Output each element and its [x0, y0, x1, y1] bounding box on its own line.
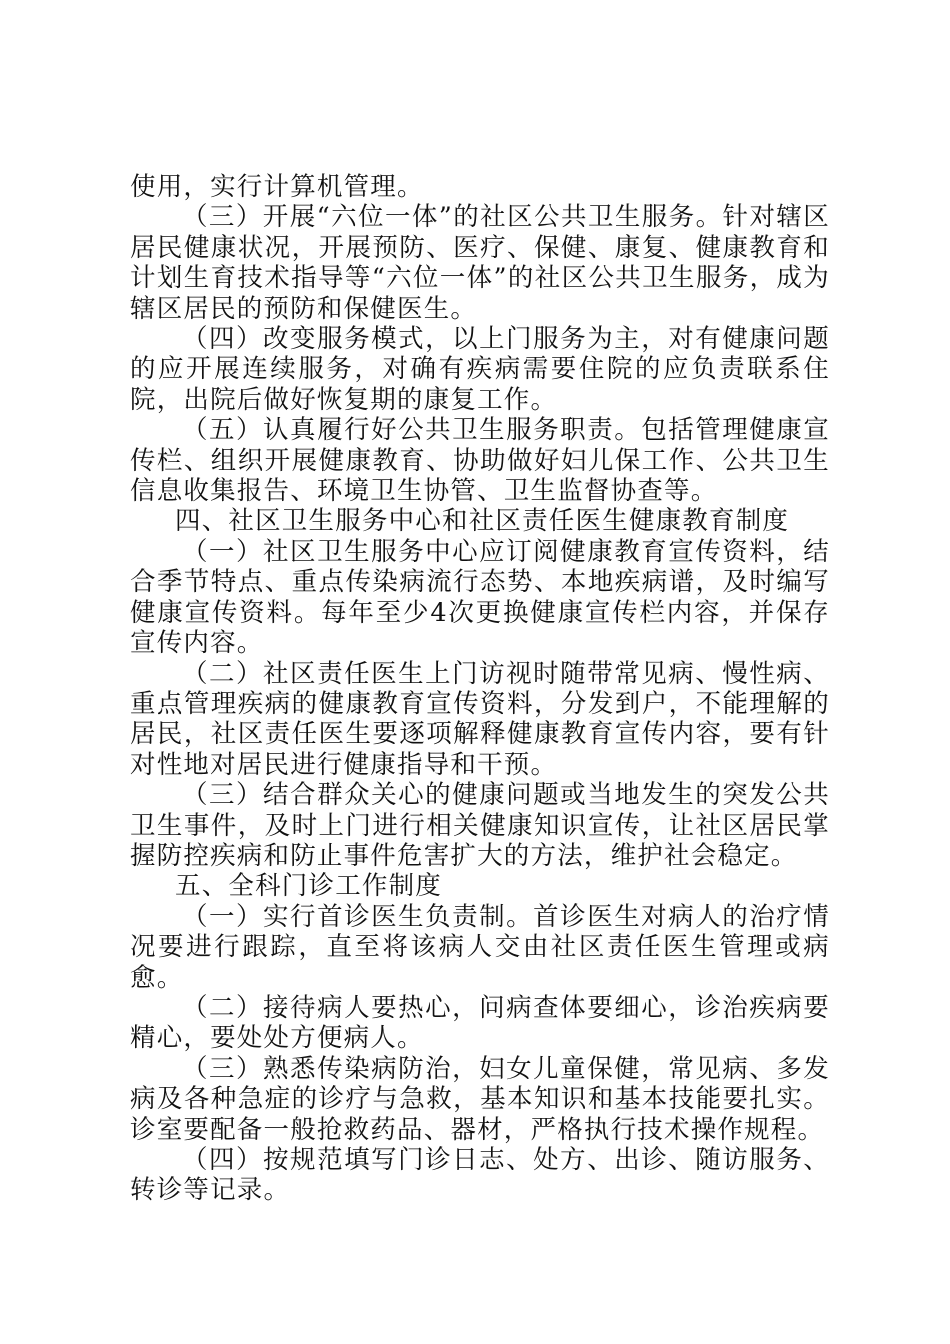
paragraph-item-3: （三）开展“六位一体”的社区公共卫生服务。针对辖区居民健康状况，开展预防、医疗、保健、康复、健康教育和计划生育技术指导等“六位一体”的社区公共卫生服务，成为辖区居民的预防和保健医生。: [130, 202, 830, 324]
paragraph-item-3: （三）熟悉传染病防治，妇女儿童保健，常见病、多发病及各种急症的诊疗与急救，基本知识和基本技能要扎实。诊室要配备一般抢救药品、器材，严格执行技术操作规程。: [130, 1053, 830, 1145]
paragraph-item-1: （一）实行首诊医生负责制。首诊医生对病人的治疗情况要进行跟踪，直至将该病人交由社区责任医生管理或病愈。: [130, 901, 830, 993]
section-heading-5: 五、全科门诊工作制度: [175, 871, 443, 902]
paragraph-item-2: （二）社区责任医生上门访视时随带常见病、慢性病、重点管理疾病的健康教育宣传资料，分发到户，不能理解的居民，社区责任医生要逐项解释健康教育宣传内容，要有针对性地对居民进行健康指导和干预。: [130, 658, 830, 780]
paragraph-continuation: 使用，实行计算机管理。: [130, 172, 424, 202]
paragraph-item-3: （三）结合群众关心的健康问题或当地发生的突发公共卫生事件，及时上门进行相关健康知识宣传，让社区居民掌握防控疾病和防止事件危害扩大的方法，维护社会稳定。: [130, 780, 830, 871]
paragraph-item-2: （二）接待病人要热心，问病查体要细心，诊治疾病要精心，要处处方便病人。: [130, 992, 830, 1054]
paragraph-item-4: （四）改变服务模式，以上门服务为主，对有健康问题的应开展连续服务，对确有疾病需要住院的应负责联系住院，出院后做好恢复期的康复工作。: [130, 324, 830, 415]
document-page: [130, 172, 830, 1206]
paragraph-item-5: （五）认真履行好公共卫生服务职责。包括管理健康宣传栏、组织开展健康教育、协助做好妇儿保工作、公共卫生信息收集报告、环境卫生协管、卫生监督协查等。: [130, 415, 830, 507]
paragraph-item-1: （一）社区卫生服务中心应订阅健康教育宣传资料，结合季节特点、重点传染病流行态势、本地疾病谱，及时编写健康宣传资料。每年至少4次更换健康宣传栏内容，并保存宣传内容。: [130, 536, 830, 659]
paragraph-item-4: （四）按规范填写门诊日志、处方、出诊、随访服务、转诊等记录。: [130, 1145, 830, 1206]
section-heading-4: 四、社区卫生服务中心和社区责任医生健康教育制度: [175, 506, 790, 537]
